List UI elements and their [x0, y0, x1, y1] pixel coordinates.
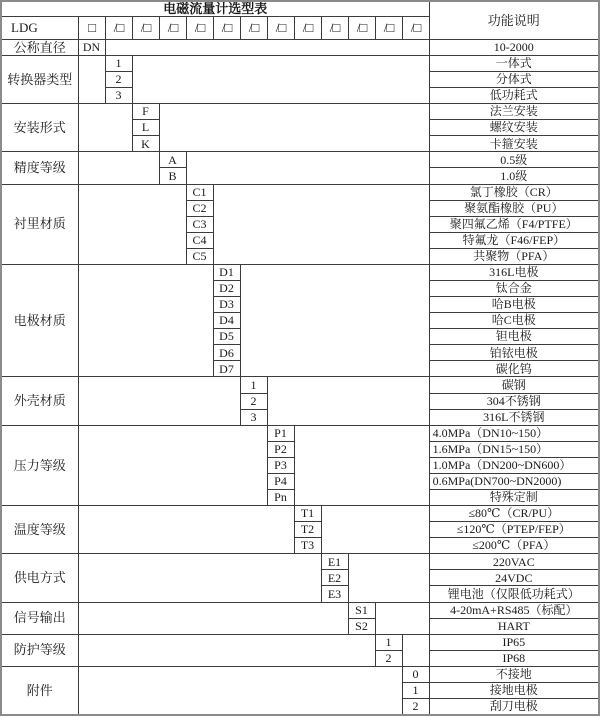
spec-code: S2: [348, 618, 375, 634]
spec-desc: 10-2000: [429, 39, 599, 55]
empty-cell: [186, 152, 429, 184]
spec-code: E2: [321, 570, 348, 586]
model-code-slot: /□: [132, 16, 159, 39]
model-code-slot: /□: [321, 16, 348, 39]
spec-desc: 特殊定制: [429, 490, 599, 506]
spec-code: 2: [402, 699, 429, 715]
spec-code: D4: [213, 313, 240, 329]
spec-desc: 聚氨酯橡胶（PU）: [429, 200, 599, 216]
model-code-slot: /□: [105, 16, 132, 39]
spec-desc: 法兰安装: [429, 104, 599, 120]
spec-desc: 分体式: [429, 71, 599, 87]
spec-code: D2: [213, 281, 240, 297]
spec-code: D1: [213, 264, 240, 280]
spec-code: C5: [186, 248, 213, 264]
empty-cell: [78, 506, 294, 554]
spec-code: D5: [213, 329, 240, 345]
empty-cell: [78, 55, 105, 103]
spec-desc: 接地电极: [429, 682, 599, 698]
spec-code: 0: [402, 666, 429, 682]
spec-label-installation: 安装形式: [1, 104, 78, 152]
model-code-slot: /□: [213, 16, 240, 39]
empty-cell: [78, 104, 132, 152]
empty-cell: [213, 184, 429, 264]
spec-code: P2: [267, 441, 294, 457]
spec-code: 3: [105, 88, 132, 104]
model-prefix-label: LDG: [1, 16, 78, 39]
spec-desc: IP65: [429, 634, 599, 650]
spec-desc: 刮刀电极: [429, 699, 599, 715]
empty-cell: [78, 634, 375, 666]
spec-label-signal-output: 信号输出: [1, 602, 78, 634]
spec-code: 1: [402, 682, 429, 698]
spec-label-temperature: 温度等级: [1, 506, 78, 554]
spec-desc: 碳化钨: [429, 361, 599, 377]
empty-cell: [78, 264, 213, 377]
spec-code: P4: [267, 473, 294, 489]
spec-desc: 1.6MPa（DN15~150）: [429, 441, 599, 457]
spec-code: 1: [240, 377, 267, 393]
spec-desc: 聚四氟乙烯（F4/PTFE）: [429, 216, 599, 232]
spec-code: D7: [213, 361, 240, 377]
spec-label-power-supply: 供电方式: [1, 554, 78, 602]
empty-cell: [78, 554, 321, 602]
spec-label-accuracy: 精度等级: [1, 152, 78, 184]
spec-label-protection: 防护等级: [1, 634, 78, 666]
spec-desc: 304不锈钢: [429, 393, 599, 409]
empty-cell: [267, 377, 429, 425]
spec-label-converter-type: 转换器类型: [1, 55, 78, 103]
spec-desc: ≤80℃（CR/PU）: [429, 506, 599, 522]
empty-cell: [348, 554, 429, 602]
spec-code: L: [132, 120, 159, 136]
spec-desc: 0.5级: [429, 152, 599, 168]
spec-label-electrode: 电极材质: [1, 264, 78, 377]
spec-desc: 钽电极: [429, 329, 599, 345]
spec-desc: 0.6MPa(DN700~DN2000): [429, 473, 599, 489]
empty-cell: [78, 152, 159, 184]
spec-desc: 共聚物（PFA）: [429, 248, 599, 264]
empty-cell: [78, 602, 348, 634]
model-code-box: □: [78, 16, 105, 39]
spec-desc: ≤120℃（PTEP/FEP）: [429, 522, 599, 538]
spec-code: P1: [267, 425, 294, 441]
empty-cell: [78, 184, 186, 264]
empty-cell: [78, 425, 267, 505]
spec-desc: 锂电池（仅限低功耗式）: [429, 586, 599, 602]
spec-code: 2: [105, 71, 132, 87]
empty-cell: [78, 377, 240, 425]
model-code-slot: /□: [294, 16, 321, 39]
spec-desc: ≤200℃（PFA）: [429, 538, 599, 554]
spec-desc: 24VDC: [429, 570, 599, 586]
spec-code: E1: [321, 554, 348, 570]
spec-desc: 1.0MPa（DN200~DN600）: [429, 457, 599, 473]
spec-code: Pn: [267, 490, 294, 506]
spec-desc: 铂铱电极: [429, 345, 599, 361]
spec-desc: 低功耗式: [429, 88, 599, 104]
spec-code: T3: [294, 538, 321, 554]
spec-desc: 1.0级: [429, 168, 599, 184]
spec-label-pressure: 压力等级: [1, 425, 78, 505]
model-code-slot: /□: [267, 16, 294, 39]
model-code-slot: /□: [348, 16, 375, 39]
spec-desc: 不接地: [429, 666, 599, 682]
empty-cell: [105, 39, 429, 55]
spec-code: 2: [375, 650, 402, 666]
spec-code: A: [159, 152, 186, 168]
spec-desc: 4.0MPa（DN10~150）: [429, 425, 599, 441]
spec-label-accessories: 附件: [1, 666, 78, 715]
spec-code: 1: [375, 634, 402, 650]
spec-code: 1: [105, 55, 132, 71]
spec-desc: 哈C电极: [429, 313, 599, 329]
spec-desc: IP68: [429, 650, 599, 666]
spec-desc: 一体式: [429, 55, 599, 71]
spec-code: C4: [186, 232, 213, 248]
spec-desc: 4-20mA+RS485（标配）: [429, 602, 599, 618]
spec-desc: 316L不锈钢: [429, 409, 599, 425]
spec-code: E3: [321, 586, 348, 602]
spec-code: D3: [213, 297, 240, 313]
spec-code: S1: [348, 602, 375, 618]
spec-label-diameter: 公称直径: [1, 39, 78, 55]
function-column-header: 功能说明: [429, 1, 599, 39]
empty-cell: [402, 634, 429, 666]
spec-desc: 220VAC: [429, 554, 599, 570]
spec-code: 2: [240, 393, 267, 409]
empty-cell: [132, 55, 429, 103]
spec-desc: 哈B电极: [429, 297, 599, 313]
spec-code: F: [132, 104, 159, 120]
model-code-slot: /□: [375, 16, 402, 39]
spec-desc: 钛合金: [429, 281, 599, 297]
spec-label-housing: 外壳材质: [1, 377, 78, 425]
spec-code: B: [159, 168, 186, 184]
spec-code: T2: [294, 522, 321, 538]
empty-cell: [321, 506, 429, 554]
model-code-slot: /□: [240, 16, 267, 39]
spec-code: C2: [186, 200, 213, 216]
spec-desc: 碳钢: [429, 377, 599, 393]
spec-desc: 氯丁橡胶（CR）: [429, 184, 599, 200]
empty-cell: [375, 602, 429, 634]
spec-code: P3: [267, 457, 294, 473]
spec-code: 3: [240, 409, 267, 425]
empty-cell: [159, 104, 429, 152]
model-code-slot: /□: [186, 16, 213, 39]
empty-cell: [78, 666, 402, 715]
spec-desc: 螺纹安装: [429, 120, 599, 136]
model-code-slot: /□: [159, 16, 186, 39]
model-code-slot: /□: [402, 16, 429, 39]
empty-cell: [294, 425, 429, 505]
empty-cell: [240, 264, 429, 377]
spec-desc: 特氟龙（F46/FEP）: [429, 232, 599, 248]
table-title: 电磁流量计选型表: [1, 1, 429, 16]
spec-code: C1: [186, 184, 213, 200]
spec-desc: HART: [429, 618, 599, 634]
spec-label-lining: 衬里材质: [1, 184, 78, 264]
spec-desc: 卡箍安装: [429, 136, 599, 152]
spec-desc: 316L电极: [429, 264, 599, 280]
spec-code: D6: [213, 345, 240, 361]
spec-code: T1: [294, 506, 321, 522]
spec-code: K: [132, 136, 159, 152]
spec-code: DN: [78, 39, 105, 55]
spec-code: C3: [186, 216, 213, 232]
